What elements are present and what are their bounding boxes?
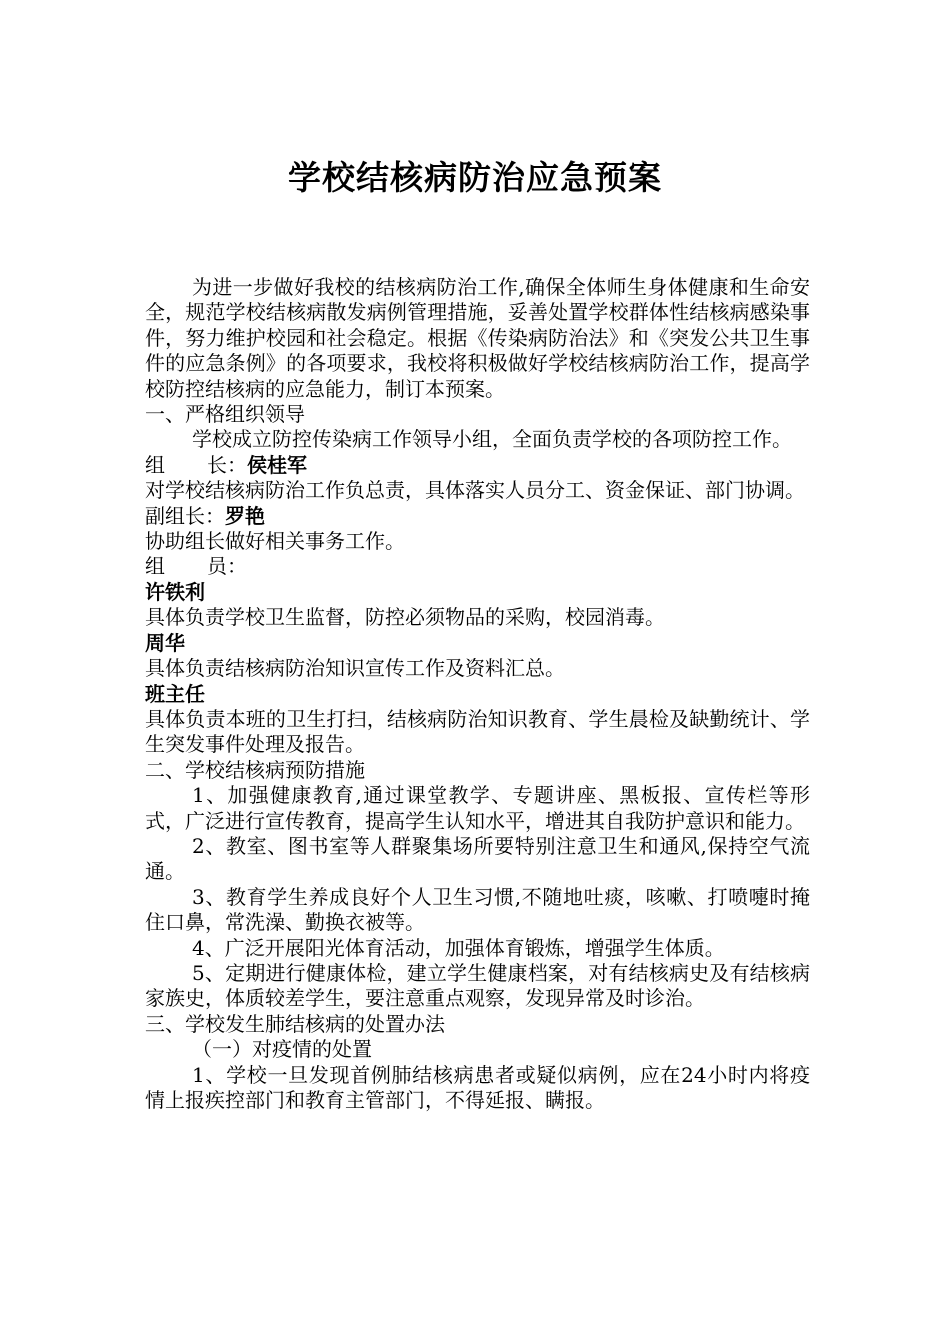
deputy-name: 罗艳 bbox=[225, 503, 265, 528]
deputy-duty: 协助组长做好相关事务工作。 bbox=[145, 529, 405, 554]
document-title: 学校结核病防治应急预案 bbox=[288, 158, 662, 197]
member-name: 许铁利 bbox=[145, 579, 205, 604]
deputy-label: 副组长： bbox=[145, 503, 225, 528]
document-body bbox=[145, 275, 810, 1113]
section2-item: 2、教室、图书室等人群聚集场所要特别注意卫生和通风,保持空气流通。 bbox=[145, 833, 810, 884]
section3-subheading: （一）对疫情的处置 bbox=[192, 1037, 372, 1062]
members-label-b: 员： bbox=[207, 554, 247, 579]
section3-heading: 三、学校发生肺结核病的处置办法 bbox=[145, 1011, 445, 1036]
section2-item: 1、加强健康教育,通过课堂教学、专题讲座、黑板报、宣传栏等形式，广泛进行宣传教育，提高学生认知水平，增进其自我防护意识和能力。 bbox=[145, 783, 810, 833]
leader-name: 侯桂军 bbox=[247, 452, 307, 477]
section2-item: 5、定期进行健康体检，建立学生健康档案，对有结核病史及有结核病家族史，体质较差学生，要注意重点观察，发现异常及时诊治。 bbox=[145, 960, 810, 1011]
member-duty: 具体负责学校卫生监督，防控必须物品的采购，校园消毒。 bbox=[145, 605, 665, 630]
leader-line bbox=[145, 453, 810, 478]
member-name: 班主任 bbox=[145, 681, 205, 706]
section1-heading: 一、严格组织领导 bbox=[145, 402, 305, 427]
leader-duty: 对学校结核病防治工作负总责，具体落实人员分工、资金保证、部门协调。 bbox=[145, 478, 805, 503]
section1-text: 学校成立防控传染病工作领导小组，全面负责学校的各项防控工作。 bbox=[192, 427, 792, 452]
member-name: 周华 bbox=[145, 630, 185, 655]
section3-item: 1、学校一旦发现首例肺结核病患者或疑似病例，应在24小时内将疫情上报疾控部门和教育主管部门，不得延报、瞒报。 bbox=[145, 1062, 810, 1112]
deputy-line bbox=[145, 504, 810, 529]
leader-label-b: 长： bbox=[207, 452, 247, 477]
section2-item: 4、广泛开展阳光体育活动，加强体育锻炼，增强学生体质。 bbox=[192, 935, 725, 960]
member-duty: 具体负责结核病防治知识宣传工作及资料汇总。 bbox=[145, 656, 565, 681]
leader-label-a: 组 bbox=[145, 452, 165, 477]
members-line bbox=[145, 554, 810, 579]
members-label-a: 组 bbox=[145, 554, 165, 579]
section2-heading: 二、学校结核病预防措施 bbox=[145, 757, 365, 782]
section2-item: 3、教育学生养成良好个人卫生习惯,不随地吐痰，咳嗽、打喷嚏时掩住口鼻，常洗澡、勤换衣被等。 bbox=[145, 884, 810, 935]
intro-paragraph: 为进一步做好我校的结核病防治工作,确保全体师生身体健康和生命安全，规范学校结核病散发病例管理措施，妥善处置学校群体性结核病感染事件，努力维护校园和社会稳定。根据《传染病防治法》和《突发公共卫生事件的应急条例》的各项要求，我校将积极做好学校结核病防治工作，提高学校防控结核病的应急能力，制订本预案。 bbox=[145, 275, 810, 401]
member-duty: 具体负责本班的卫生打扫，结核病防治知识教育、学生晨检及缺勤统计、学生突发事件处理及报告。 bbox=[145, 706, 810, 757]
